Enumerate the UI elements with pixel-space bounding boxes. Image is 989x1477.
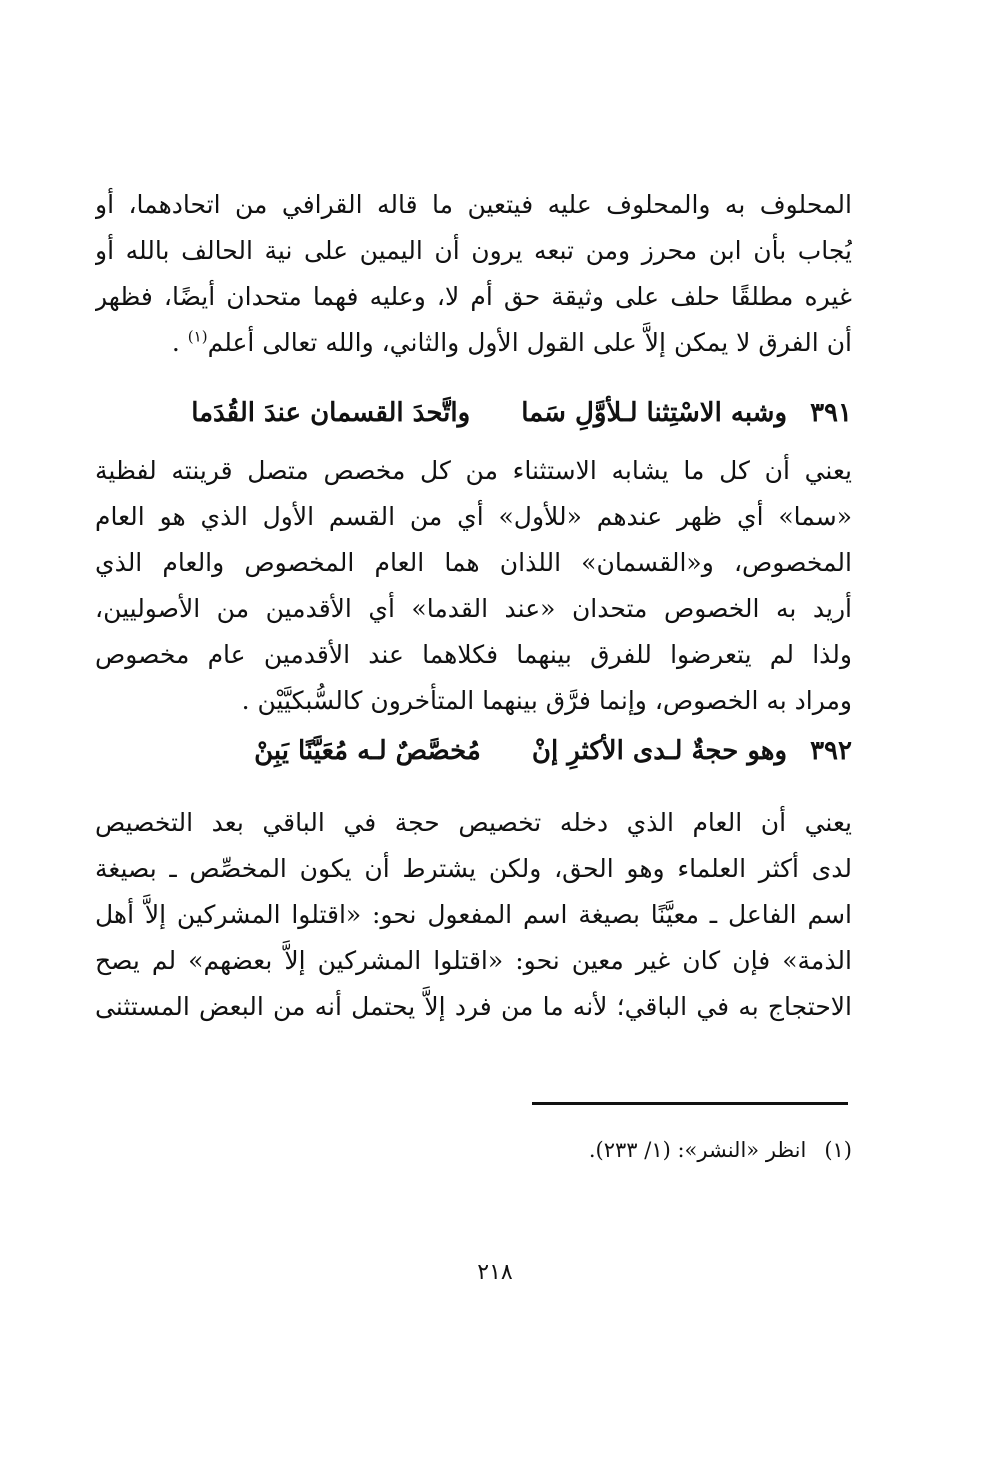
paragraph-3-line-3: اسم الفاعل ـ معيَّنًا بصيغة اسم المفعول نحو: «اقتلوا المشركين إلاَّ أهل [95,900,852,929]
verse-392 [95,726,852,776]
footnote-text: انظر «النشر»: (١/ ٢٣٣). [588,1138,807,1162]
paragraph-3-line-5: الاحتجاج به في الباقي؛ لأنه ما من فرد إلاَّ يحتمل أنه من البعض المستثنى [95,992,852,1021]
paragraph-1-line-1: المحلوف به والمحلوف عليه فيتعين ما قاله القرافي من اتحادهما، أو [95,190,852,219]
paragraph-1-line-4 [95,320,852,366]
footnote [400,1132,852,1168]
verse-391-line [95,388,852,438]
paragraph-1 [95,182,852,366]
paragraph-1-terminal: . [171,328,188,357]
paragraph-2-line-2: «سما» أي ظهر عندهم «للأول» أي من القسم الأول الذي هو العام [95,502,852,531]
paragraph-3-line-2: لدى أكثر العلماء وهو الحق، ولكن يشترط أن يكون المخصِّص ـ بصيغة [95,854,852,883]
footnote-divider [532,1102,848,1105]
paragraph-1-last-line-text: أن الفرق لا يمكن إلاَّ على القول الأول والثاني، والله تعالى أعلم [207,328,852,357]
paragraph-1-line-3: غيره مطلقًا حلف على وثيقة حق أم لا، وعليه فهما متحدان أيضًا، فظهر [95,282,852,311]
verse-number: ٣٩١ [810,398,852,428]
footnote-reference: (١) [187,327,208,346]
paragraph-1-line-2: يُجاب بأن ابن محرز ومن تبعه يرون أن اليمين على نية الحالف بالله أو [95,236,852,265]
verse-number: ٣٩٢ [810,736,852,766]
verse-hemistich-1: وهو حجةٌ لـدى الأكثرِ إنْ [531,736,788,766]
paragraph-3 [95,800,852,1030]
verse-391 [95,388,852,438]
paragraph-2-line-1: يعني أن كل ما يشابه الاستثناء من كل مخصص متصل قرينته لفظية [95,456,852,485]
page-number: ٢١٨ [477,1260,513,1285]
paragraph-2-line-6: ومراد به الخصوص، وإنما فرَّق بينهما المتأخرون كالسُّبكيَّيْن . [241,686,852,715]
verse-hemistich-1: وشبه الاسْتِثنا لـلأوَّلِ سَما [521,398,788,428]
verse-hemistich-2: مُخصَّصٌ لـه مُعَيَّنًا يَبِنْ [254,736,481,766]
paragraph-2-line-5: ولذا لم يتعرضوا للفرق بينهما فكلاهما عند الأقدمين عام مخصوص [95,640,852,669]
paragraph-3-line-1: يعني أن العام الذي دخله تخصيص حجة في الباقي بعد التخصيص [95,808,852,837]
footnote-number: (١) [824,1138,852,1162]
paragraph-3-line-4: الذمة» فإن كان غير معين نحو: «اقتلوا المشركين إلاَّ بعضهم» لم يصح [95,946,852,975]
verse-392-line [95,726,852,776]
paragraph-2-line-4: أريد به الخصوص متحدان «عند القدما» أي الأقدمين من الأصوليين، [95,594,852,623]
verse-hemistich-2: واتَّحدَ القسمان عندَ القُدَما [191,398,471,428]
paragraph-2-line-3: المخصوص، و«القسمان» اللذان هما العام المخصوص والعام الذي [95,548,852,577]
paragraph-2 [95,448,852,724]
